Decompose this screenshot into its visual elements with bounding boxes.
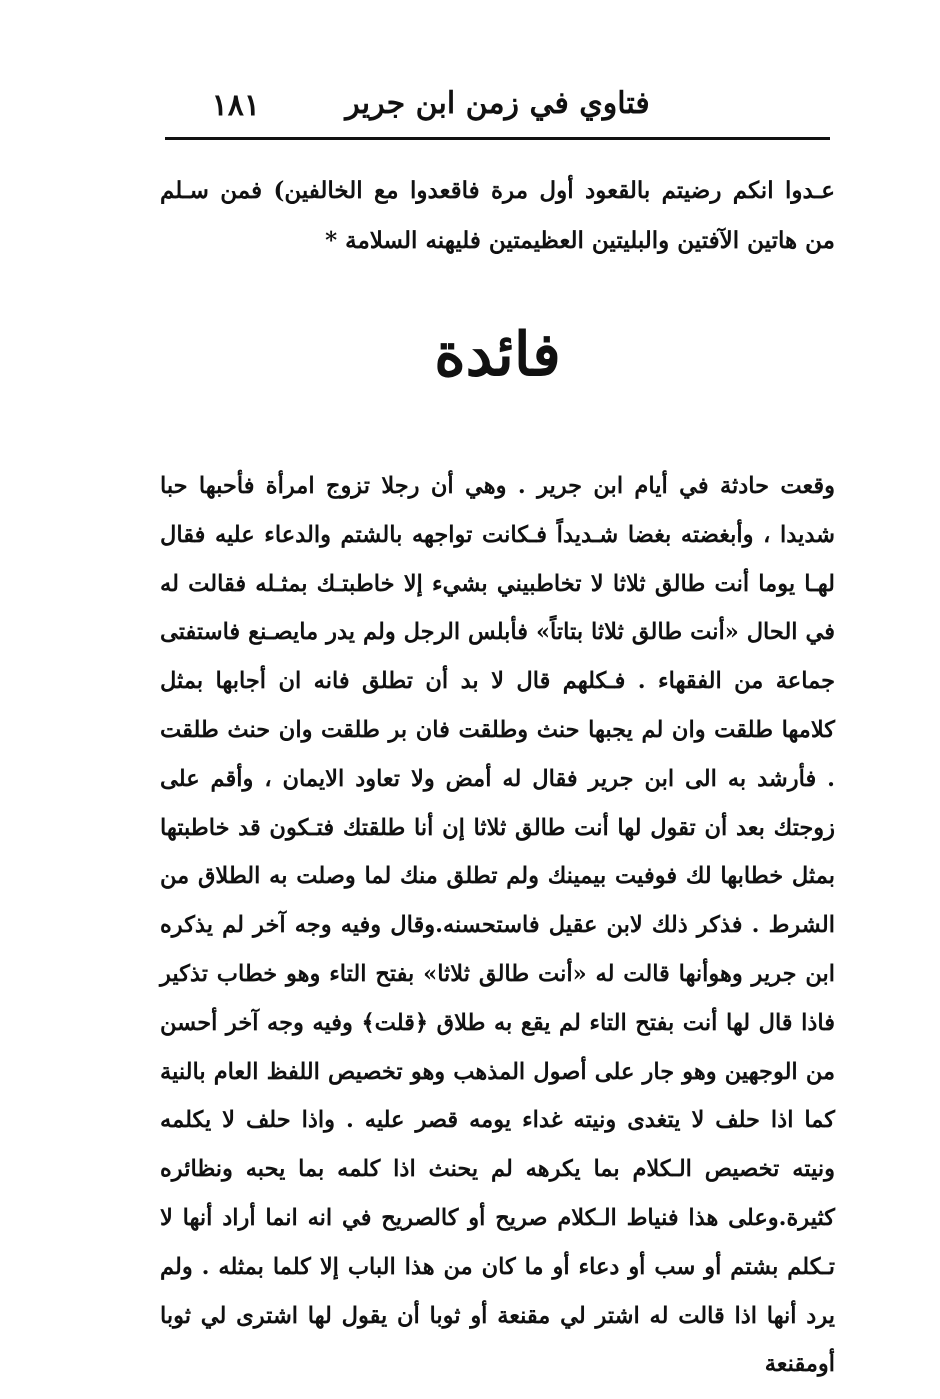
section-body — [160, 462, 835, 1389]
header-rule — [165, 137, 830, 140]
previous-section-text: عـدوا انكم رضيتم بالقعود أول مرة فاقعدوا مع الخالفين) فمن سـلم من هاتين الآفتين والبليتين العظيمتين فليهنه السلامة * — [160, 177, 835, 254]
header-title: فتاوي في زمن ابن جرير — [345, 86, 650, 121]
section-heading: فائدة — [434, 320, 561, 390]
body-paragraph: وقعت حادثة في أيام ابن جرير . وهي أن رجلا تزوج امرأة فأحبها حبا شديدا ، وأبغضته بغضا شـديداً فـكانت تواجهه بالشتم والدعاء عليه فقال لهـا يوما أنت طالق ثلاثا لا تخاطبيني بشيء إلا خاطبتـك بمثـله فقالت له في الحال «أنت طالق ثلاثا بتاتاً» فأبلس الرجل ولم يدر مايصـنع فاستفتى جماعة من الفقهاء . فـكلهم قال لا بد أن تطلق فانه ان أجابها بمثل كلامها طلقت وان لم يجبها حنث وطلقت فان بر طلقت وان حنث طلقت . فأرشد به الى ابن جرير فقال له أمض ولا تعاود الايمان ، وأقم على زوجتك بعد أن تقول لها أنت طالق ثلاثا إن أنا طلقتك فتـكون قد خاطبتها بمثل خطابها لك فوفيت بيمينك ولم تطلق منك لما وصلت به الطلاق من الشرط . فذكر ذلك لابن عقيل فاستحسنه.وقال وفيه وجه آخر لم يذكره ابن جرير وهوأنها قالت له «أنت طالق ثلاثا» بفتح التاء وهو خطاب تذكير فاذا قال لها أنت بفتح التاء لم يقع به طلاق ﴿قلت﴾ وفيه وجه آخر أحسن من الوجهين وهو جار على أصول المذهب وهو تخصيص اللفظ العام بالنية كما اذا حلف لا يتغدى ونيته غداء يومه قصر عليه . واذا حلف لا يكلمه ونيته تخصيص الـكلام بما يكرهه لم يحنث اذا كلمه بما يحبه ونظائره كثيرة.وعلى هذا فنياط الـكلام صريح أو كالصريح في انه انما أراد أنها لا تـكلم بشتم أو سب أو دعاء أو ما كان من هذا الباب إلا كلما بمثله . ولم يرد أنها اذا قالت له اشتر لي مقنعة أو ثوبا أن يقول لها اشترى لي ثوبا أومقنعة — [160, 473, 835, 1378]
running-header — [165, 84, 830, 134]
page-number: ١٨١ — [211, 88, 260, 123]
